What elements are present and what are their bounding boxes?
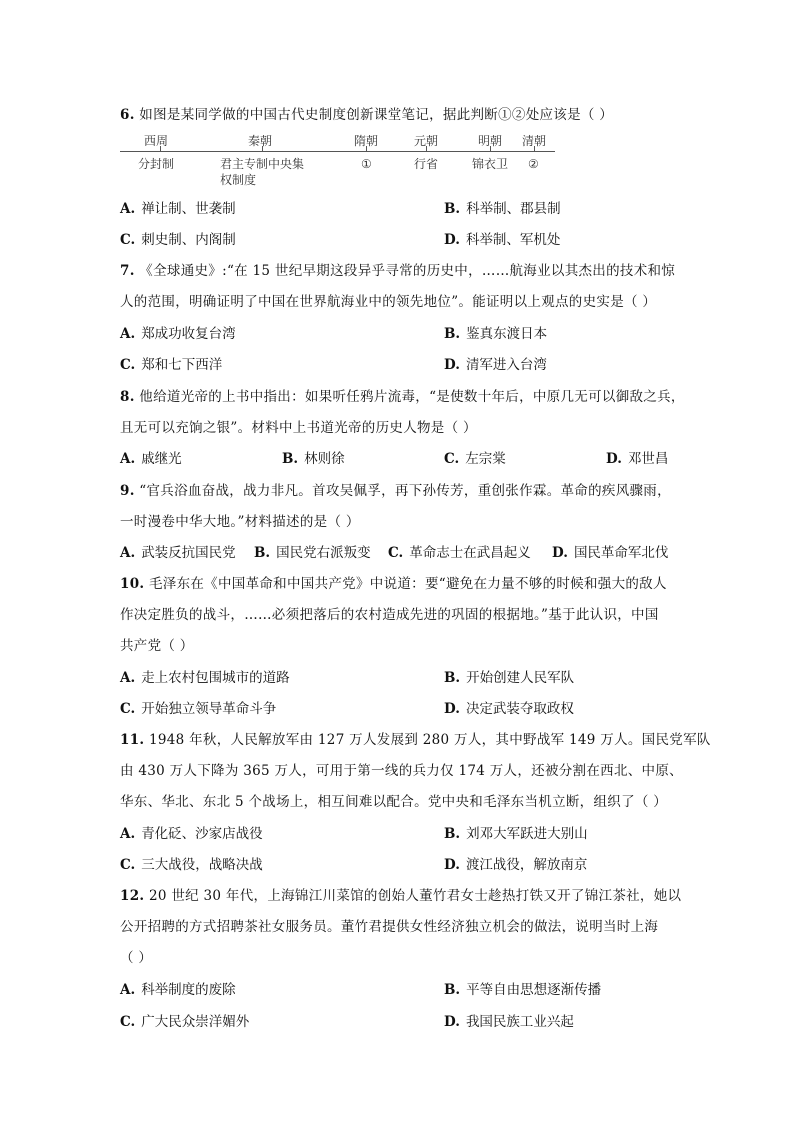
timeline-era: 西周 xyxy=(144,134,169,148)
timeline-era: 清朝 xyxy=(522,134,547,148)
option-d[interactable] xyxy=(552,541,668,561)
option-b[interactable] xyxy=(444,322,547,342)
option-text: 渡江战役，解放南京 xyxy=(465,857,588,873)
stem-line: 如图是某同学做的中国古代史制度创新课堂笔记，据此判断①②处应该是（ ） xyxy=(139,107,614,123)
option-key: A. xyxy=(120,982,136,998)
stem-line: 华东、华北、东北 5 个战场上，相互间难以配合。党中央和毛泽东当机立断，组织了（ ） xyxy=(120,794,668,810)
option-a[interactable] xyxy=(120,541,236,561)
stem-line: 毛泽东在《中国革命和中国共产党》中说道：要“避免在力量不够的时候和强大的敌人 xyxy=(148,576,667,592)
timeline-tick xyxy=(262,146,263,152)
option-key: C. xyxy=(388,545,404,561)
option-text: 国民革命军北伐 xyxy=(573,545,669,561)
option-d[interactable] xyxy=(444,853,587,873)
option-c[interactable] xyxy=(120,1010,249,1030)
timeline-tick xyxy=(366,146,367,152)
option-d[interactable] xyxy=(606,447,668,467)
option-d[interactable] xyxy=(444,1010,574,1030)
option-b[interactable] xyxy=(254,541,371,561)
option-text: 科举制、军机处 xyxy=(465,232,561,248)
option-key: C. xyxy=(120,232,136,248)
option-key: B. xyxy=(444,826,461,842)
stem-line: 他给道光帝的上书中指出：如果听任鸦片流毒，“是使数十年后，中原几无可以御敌之兵， xyxy=(139,389,685,405)
option-key: B. xyxy=(444,201,461,217)
option-key: D. xyxy=(444,357,460,373)
option-b[interactable] xyxy=(444,978,601,998)
timeline-system: 行省 xyxy=(414,157,439,171)
option-c[interactable] xyxy=(120,853,263,873)
question-6-stem xyxy=(120,103,613,123)
option-text: 禅让制、世袭制 xyxy=(141,201,236,217)
option-text: 国民党右派叛变 xyxy=(276,545,371,561)
stem-line: 公开招聘的方式招聘茶社女服务员。董竹君提供女性经济独立机会的做法，说明当时上海 xyxy=(120,919,659,935)
option-a[interactable] xyxy=(120,978,236,998)
option-text: 戚继光 xyxy=(141,451,182,467)
timeline-system: 锦衣卫 xyxy=(472,157,509,171)
option-c[interactable] xyxy=(388,541,531,561)
option-text: 我国民族工业兴起 xyxy=(465,1014,574,1030)
question-10-stem xyxy=(120,572,667,592)
option-text: 革命志士在武昌起义 xyxy=(409,545,531,561)
option-b[interactable] xyxy=(444,197,561,217)
stem-line: 一时漫卷中华大地。”材料描述的是（ ） xyxy=(120,514,360,530)
option-c[interactable] xyxy=(120,697,276,717)
question-12-stem xyxy=(120,884,681,904)
timeline-system: 君主专制中央集 xyxy=(220,157,305,171)
stem-line: 1948 年秋，人民解放军由 127 万人发展到 280 万人，其中野战军 149 万人。国民党军队 xyxy=(148,732,711,748)
question-11-stem xyxy=(120,728,711,748)
option-key: D. xyxy=(552,545,568,561)
stem-line: 20 世纪 30 年代，上海锦江川菜馆的创始人董竹君女士趁热打铁又开了锦江茶社，她以 xyxy=(148,888,682,904)
stem-line: 作决定胜负的战斗，……必须把落后的农村造成先进的巩固的根据地。”基于此认识，中国 xyxy=(120,607,659,623)
option-a[interactable] xyxy=(120,447,182,467)
option-text: 左宗棠 xyxy=(465,451,506,467)
option-key: A. xyxy=(120,826,136,842)
option-a[interactable] xyxy=(120,197,236,217)
option-key: A. xyxy=(120,326,136,342)
option-key: D. xyxy=(606,451,622,467)
option-text: 走上农村包围城市的道路 xyxy=(141,670,290,686)
stem-line: 《全球通史》:“在 15 世纪早期这段异乎寻常的历史中，……航海业以其杰出的技术和惊 xyxy=(139,263,676,279)
option-text: 青化砭、沙家店战役 xyxy=(141,826,263,842)
question-number: 12. xyxy=(120,888,145,904)
option-key: C. xyxy=(444,451,460,467)
option-key: C. xyxy=(120,701,136,717)
stem-line: 人的范围，明确证明了中国在世界航海业中的领先地位”。能证明以上观点的史实是（ ） xyxy=(120,294,657,310)
option-key: A. xyxy=(120,451,136,467)
option-key: B. xyxy=(254,545,271,561)
timeline-tick xyxy=(426,146,427,152)
timeline-tick xyxy=(490,146,491,152)
option-key: C. xyxy=(120,857,136,873)
option-text: 科举制、郡县制 xyxy=(466,201,561,217)
option-a[interactable] xyxy=(120,666,290,686)
timeline-system: ① xyxy=(361,157,372,171)
option-text: 科举制度的废除 xyxy=(141,982,236,998)
timeline-system: 分封制 xyxy=(138,157,175,171)
stem-line: 且无可以充饷之银”。材料中上书道光帝的历史人物是（ ） xyxy=(120,420,477,436)
timeline-era: 隋朝 xyxy=(354,134,379,148)
option-text: 清军进入台湾 xyxy=(465,357,547,373)
question-8-stem xyxy=(120,385,685,405)
question-number: 6. xyxy=(120,107,135,123)
option-text: 三大战役，战略决战 xyxy=(141,857,263,873)
option-text: 林则徐 xyxy=(304,451,345,467)
option-key: C. xyxy=(120,357,136,373)
timeline-era: 明朝 xyxy=(478,134,503,148)
option-c[interactable] xyxy=(444,447,506,467)
option-text: 刺史制、内阁制 xyxy=(141,232,236,248)
option-text: 决定武装夺取政权 xyxy=(465,701,574,717)
question-9-stem xyxy=(120,479,671,499)
question-number: 10. xyxy=(120,576,145,592)
option-a[interactable] xyxy=(120,822,263,842)
question-number: 9. xyxy=(120,483,135,499)
option-text: 郑和七下西洋 xyxy=(141,357,223,373)
option-text: 开始创建人民军队 xyxy=(466,670,575,686)
option-key: D. xyxy=(444,701,460,717)
option-text: 鉴真东渡日本 xyxy=(466,326,548,342)
option-d[interactable] xyxy=(444,697,574,717)
option-text: 郑成功收复台湾 xyxy=(141,326,236,342)
option-key: D. xyxy=(444,1014,460,1030)
option-text: 广大民众崇洋媚外 xyxy=(141,1014,250,1030)
option-d[interactable] xyxy=(444,353,547,373)
timeline-era: 秦朝 xyxy=(248,134,273,148)
stem-line: “官兵浴血奋战，战力非凡。首攻吴佩孚，再下孙传芳，重创张作霖。革命的疾风骤雨， xyxy=(139,483,671,499)
option-b[interactable] xyxy=(282,447,345,467)
option-key: A. xyxy=(120,545,136,561)
question-7-stem xyxy=(120,259,675,279)
timeline-tick xyxy=(160,146,161,152)
option-d[interactable] xyxy=(444,228,560,248)
option-text: 刘邓大军跃进大别山 xyxy=(466,826,588,842)
option-key: D. xyxy=(444,232,460,248)
option-text: 平等自由思想逐渐传播 xyxy=(466,982,602,998)
timeline-tick xyxy=(534,146,535,152)
option-key: C. xyxy=(120,1014,136,1030)
option-text: 邓世昌 xyxy=(627,451,669,467)
dynasty-timeline xyxy=(120,128,560,190)
stem-line: 由 430 万人下降为 365 万人，可用于第一线的兵力仅 174 万人，还被分割在西北、中原、 xyxy=(120,763,683,779)
option-b[interactable] xyxy=(444,666,574,686)
option-key: B. xyxy=(282,451,299,467)
option-key: B. xyxy=(444,326,461,342)
option-c[interactable] xyxy=(120,353,222,373)
option-text: 武装反抗国民党 xyxy=(141,545,236,561)
option-c[interactable] xyxy=(120,228,236,248)
question-number: 11. xyxy=(120,732,145,748)
option-a[interactable] xyxy=(120,322,236,342)
question-number: 7. xyxy=(120,263,135,279)
option-key: B. xyxy=(444,670,461,686)
timeline-era: 元朝 xyxy=(414,134,439,148)
timeline-system: 权制度 xyxy=(220,173,257,187)
option-b[interactable] xyxy=(444,822,588,842)
timeline-system: ② xyxy=(528,157,539,171)
option-text: 开始独立领导革命斗争 xyxy=(141,701,277,717)
stem-line: （ ） xyxy=(120,950,153,966)
question-number: 8. xyxy=(120,389,135,405)
stem-line: 共产党（ ） xyxy=(120,638,194,654)
option-key: A. xyxy=(120,201,136,217)
option-key: A. xyxy=(120,670,136,686)
option-key: D. xyxy=(444,857,460,873)
option-key: B. xyxy=(444,982,461,998)
